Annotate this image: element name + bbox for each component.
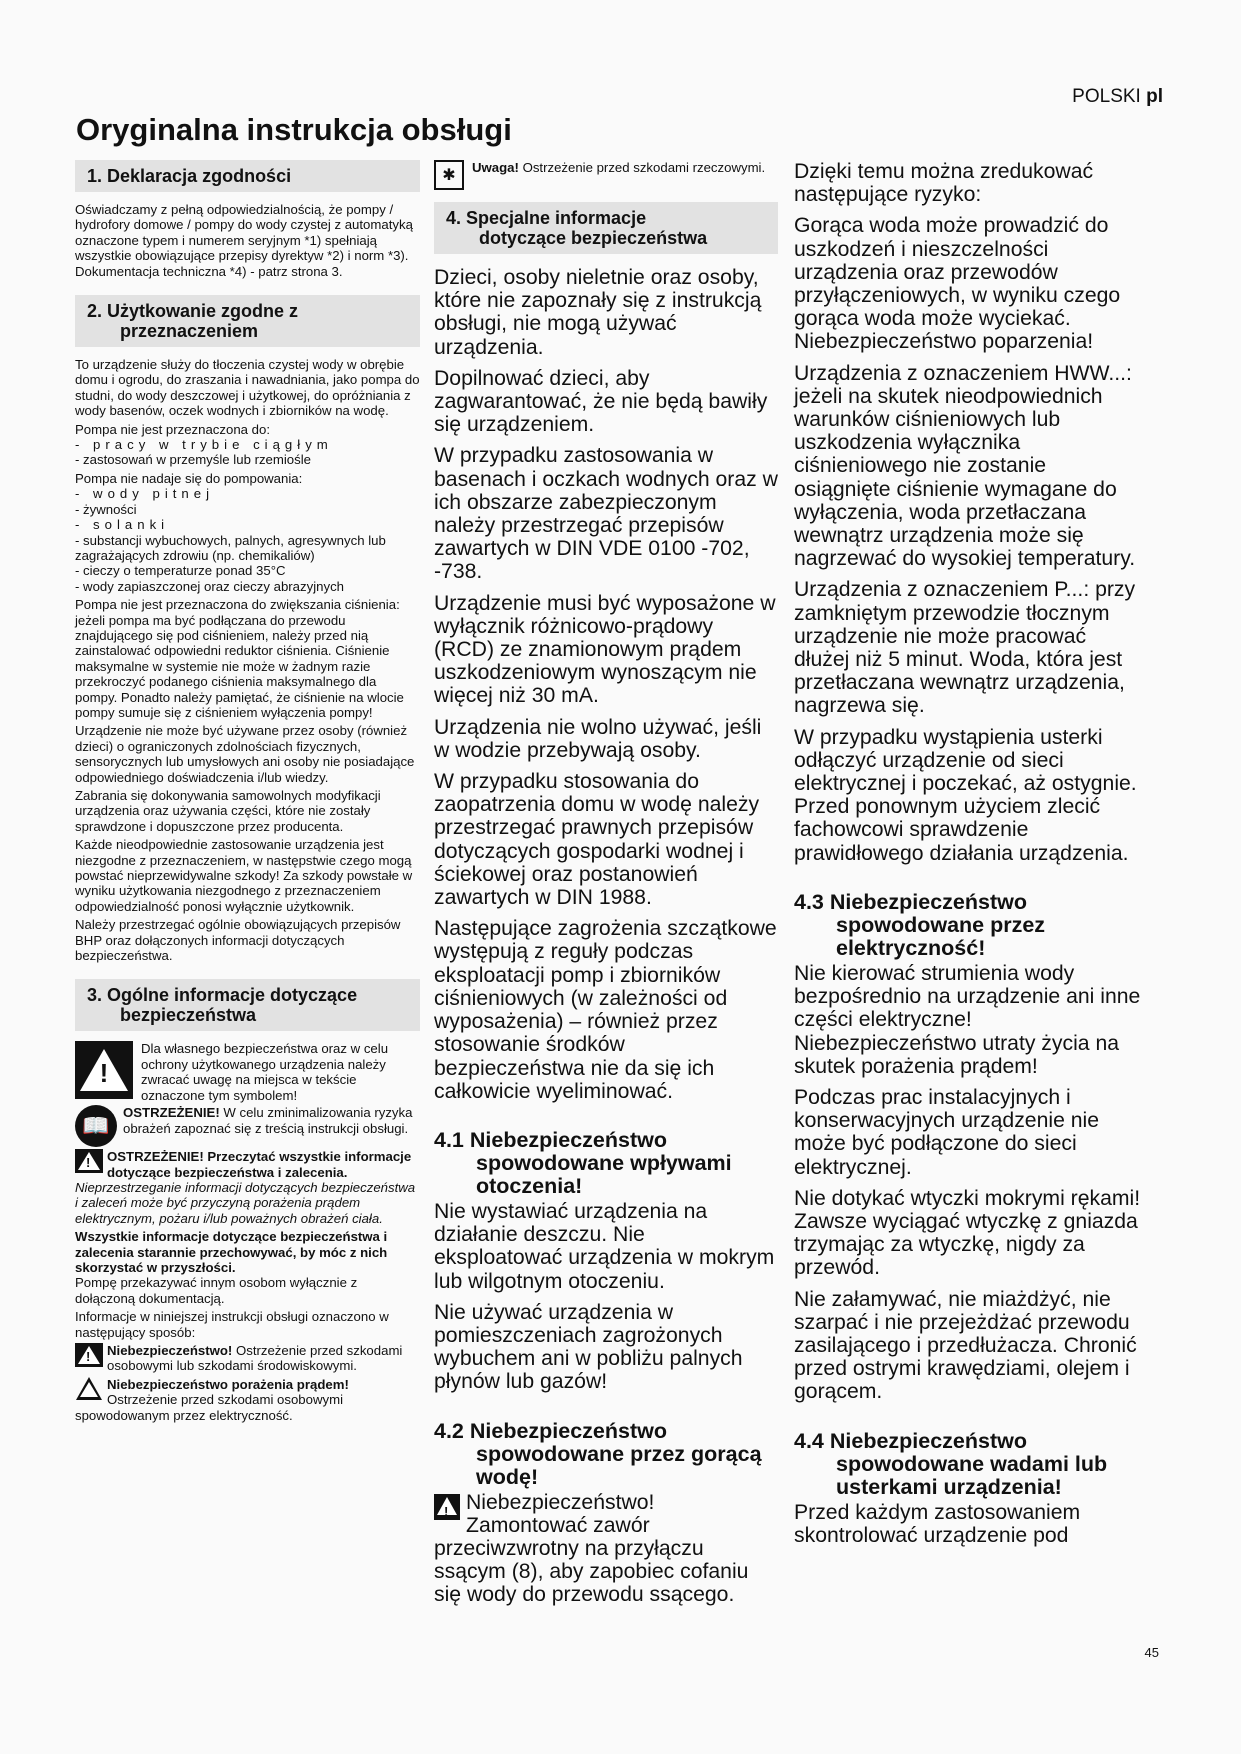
intended-use-text: To urządzenie służy do tłoczenia czystej wody w obrębie domu i ogrodu, do zraszania i nawadniania, jako pompa do studni, do wody deszczowej i użytkowej, do opróżniania z wody basenów, oczek wodnych i zbiorników na wodę.	[75, 357, 420, 419]
section-4-heading: 4. Specjalne informacje dotyczące bezpieczeństwa	[434, 202, 778, 254]
persons-in-water-note: Urządzenia nie wolno używać, jeśli w wodzie przebywają osoby.	[434, 715, 762, 762]
section-1-heading: 1. Deklaracja zgodności	[75, 160, 420, 192]
residual-risk-note: Następujące zagrożenia szczątkowe występują z reguły podczas eksploatacji pomp i zbiorników ciśnieniowych (w zależności od wyposażenia) – również przez stosowanie środków bezpieczeństwa nie da się ich całkowicie wyeliminować.	[434, 917, 777, 1103]
danger-icon	[75, 1343, 103, 1367]
check-valve-note: ! Niebezpieczeństwo! Zamontować zawór przeciwzwrotny na przyłączu ssącym (8), aby zapobiec cofaniu się wody do przewodu ssącego.	[434, 1491, 778, 1607]
electric-hazard-icon	[75, 1377, 103, 1401]
persons-note: Urządzenie nie może być używane przez osoby (również dzieci) o ograniczonych zdolnościach fizycznych, sensorycznych lub umysłowych ani osoby nie posiadające odpowiedniego doświadczenia i/lub wiedzy.	[75, 723, 415, 785]
warning-icon	[75, 1149, 103, 1173]
caution-legend: ✱ Uwaga! Ostrzeżenie przed szkodami rzeczowymi.	[434, 160, 778, 190]
installation-note: Podczas prac instalacyjnych i konserwacyjnych urządzenie nie może być podłączone do sieci elektrycznej.	[794, 1085, 1100, 1179]
section-4-1-heading: 4.1 Niebezpieczeństwo spowodowane wpływami otoczenia!	[434, 1127, 732, 1198]
section-3-heading: 3. Ogólne informacje dotyczące bezpieczeństwa	[75, 979, 420, 1031]
electric-danger-legend: Niebezpieczeństwo porażenia prądem! Ostrzeżenie przed szkodami osobowymi spowodowanym przez elektryczność.	[75, 1376, 349, 1423]
column-3	[794, 160, 1144, 1555]
page-title: Oryginalna instrukcja obsługi	[76, 112, 512, 147]
danger-legend: ! Niebezpieczeństwo! Ostrzeżenie przed szkodami osobowymi lub szkodami środowiskowymi.	[75, 1343, 420, 1374]
danger-icon	[434, 1494, 460, 1520]
column-2	[434, 160, 778, 1615]
read-manual-icon: 📖	[75, 1105, 117, 1147]
column-1	[75, 160, 420, 1426]
hot-water-note: Gorąca woda może prowadzić do uszkodzeń i nieszczelności urządzenia oraz przewodów przyłączeniowych, w wyniku czego gorąca woda może wyciekać. Niebezpieczeństwo poparzenia!	[794, 214, 1121, 354]
pressure-note: Pompa nie jest przeznaczona do zwiększania ciśnienia: jeżeli pompa ma być podłączana do przewodu znajdującego się pod ciśnieniem, należy przed nią zainstalować odpowiedni reduktor ciśnienia. Ciśnienie maksymalne w systemie nie może w żadnym razie przekroczyć podanego ciśnienia maksymalnego dla pompy. Ponadto należy pamiętać, że ciśnienie na wlocie pompy sumuje się z ciśnieniem wyłączenia pompy!	[75, 597, 404, 720]
warning-triangle-icon: !	[75, 1041, 133, 1099]
water-jet-note: Nie kierować strumienia wody bezpośrednio na urządzenie ani inne części elektryczne! Niebezpieczeństwo utraty życia na skutek porażenia prądem!	[794, 961, 1141, 1078]
misuse-note: Każde nieodpowiednie zastosowanie urządzenia jest niezgodne z przeznaczeniem, w następstwie czego mogą powstać nieprzewidywalne szkody! Za szkody powstałe w wyniku użytkowania niezgodnego z przeznaczeniem odpowiedzialność ponosi wyłącznie użytkownik.	[75, 837, 413, 914]
read-all-warning: ! OSTRZEŻENIE! Przeczytać wszystkie informacje dotyczące bezpieczeństwa i zalecenia. Nieprzestrzeganie informacji dotyczących bezpieczeństwa i zaleceń może być przyczyną porażenia prądem elektrycznym, pożaru i/lub poważnych obrażeń ciała.	[75, 1149, 420, 1226]
section-4-2-heading: 4.2 Niebezpieczeństwo spowodowane przez gorącą wodę!	[434, 1418, 762, 1489]
rain-note: Nie wystawiać urządzenia na działanie deszczu. Nie eksploatować urządzenia w mokrym lub wilgotnym otoczeniu.	[434, 1199, 775, 1293]
risk-reduce-note: Dzięki temu można zredukować następujące ryzyko:	[794, 160, 1094, 207]
children-note: Dzieci, osoby nieletnie oraz osoby, które nie zapoznały się z instrukcją obsługi, nie mogą używać urządzenia.	[434, 266, 762, 359]
declaration-text: Oświadczamy z pełną odpowiedzialnością, że pompy / hydrofory domowe / pompy do wody czystej z automatyką oznaczone typem i numerem seryjnym *1) spełniają wszystkie obowiązujące przepisy dyrektyw *2) i norm *3). Dokumentacja techniczna *4) - patrz strona 3.	[75, 202, 413, 279]
p-series-note: Urządzenia z oznaczeniem P...: przy zamkniętym przewodzie tłocznym urządzenie nie może pracować dłużej niż 5 minut. Woda, która jest przetłaczana wewnątrz urządzenia, nagrzewa się.	[794, 578, 1136, 718]
section-4-3-heading: 4.3 Niebezpieczeństwo spowodowane przez elektryczność!	[794, 889, 1046, 960]
keep-instructions-note: Wszystkie informacje dotyczące bezpieczeństwa i zalecenia starannie przechowywać, by móc z nich skorzystać w przyszłości. Pompę przekazywać innym osobom wyłącznie z dołączoną dokumentacją.	[75, 1229, 388, 1306]
page-number: 45	[1144, 1645, 1159, 1660]
explosive-note: Nie używać urządzenia w pomieszczeniach zagrożonych wybuchem ani w pobliżu palnych płynów lub gazów!	[434, 1300, 743, 1394]
fault-note: W przypadku wystąpienia usterki odłączyć urządzenie od sieci elektrycznej i poczekać, aż ostygnie. Przed ponownym użyciem zlecić fachowcowi sprawdzenie prawidłowego działania urządzenia.	[794, 725, 1137, 865]
not-suitable-list: Pompa nie nadaje się do pompowania: - wody pitnej - żywności - solanki - substancji wybuchowych, palnych, agresywnych lub zagrażających zdrowiu (np. chemikaliów) - cieczy o temperaturze ponad 35°C - wody zapiaszczonej oraz cieczy abrazyjnych	[75, 470, 386, 594]
caution-gear-icon: ✱	[434, 160, 464, 190]
section-4-4-heading: 4.4 Niebezpieczeństwo spowodowane wadami lub usterkami urządzenia!	[794, 1428, 1108, 1499]
hww-note: Urządzenia z oznaczeniem HWW...: jeżeli na skutek nieodpowiednich warunków ciśnieniowych lub uszkodzenia wyłącznika ciśnieniowego nie zostanie osiągnięte ciśnienie wymagane do wyłączenia, woda przetłaczana wewnątrz urządzenia może się nagrzewać do wysokiej temperatury.	[794, 361, 1136, 571]
symbol-intro: ! Dla własnego bezpieczeństwa oraz w celu ochrony użytkowanego urządzenia należy zwracać uwagę na miejsca w tekście oznaczone tym symbolem!	[75, 1041, 420, 1103]
read-manual-warning: 📖 OSTRZEŻENIE! W celu zminimalizowania ryzyka obrażeń zapoznać się z treścią instrukcji obsługi.	[75, 1105, 420, 1147]
plug-note: Nie dotykać wtyczki mokrymi rękami! Zawsze wyciągać wtyczkę z gniazda trzymając za wtyczkę, nigdy za przewód.	[794, 1186, 1141, 1280]
pool-note: W przypadku zastosowania w basenach i oczkach wodnych oraz w ich obszarze zabezpieczonym należy przestrzegać przepisów zawartych w DIN VDE 0100 -702, -738.	[434, 444, 778, 584]
rcd-note: Urządzenie musi być wyposażone w wyłącznik różnicowo-prądowy (RCD) ze znamionowym prądem uszkodzeniowym wynoszącym nie więcej niż 30 mA.	[434, 591, 776, 708]
modification-note: Zabrania się dokonywania samowolnych modyfikacji urządzenia oraz używania części, które nie zostały sprawdzone i dopuszczone przez producenta.	[75, 788, 381, 834]
inspection-note: Przed każdym zastosowaniem skontrolować urządzenie pod	[794, 1500, 1081, 1547]
section-2-heading: 2. Użytkowanie zgodne z przeznaczeniem	[75, 295, 420, 347]
not-intended-list: Pompa nie jest przeznaczona do: - pracy w trybie ciągłym - zastosowań w przemyśle lub rzemiośle	[75, 421, 333, 468]
cable-note: Nie załamywać, nie miażdżyć, nie szarpać i nie przejeżdżać przewodu zasilającego i przedłużacza. Chronić przed ostrymi krawędziami, olejem i gorącem.	[794, 1287, 1137, 1404]
bhp-note: Należy przestrzegać ogólnie obowiązujących przepisów BHP oraz dołączonych informacji dotyczących bezpieczeństwa.	[75, 917, 401, 964]
din-1988-note: W przypadku stosowania do zaopatrzenia domu w wodę należy przestrzegać prawnych przepisów dotyczących gospodarki wodnej i ściekowej oraz postanowień zawartych w DIN 1988.	[434, 770, 760, 910]
language-label: POLSKI pl	[1072, 86, 1163, 107]
supervise-children-note: Dopilnować dzieci, aby zagwarantować, że nie będą bawiły się urządzeniem.	[434, 366, 768, 437]
marking-intro: Informacje w niniejszej instrukcji obsługi oznaczono w następujący sposób:	[75, 1309, 389, 1340]
